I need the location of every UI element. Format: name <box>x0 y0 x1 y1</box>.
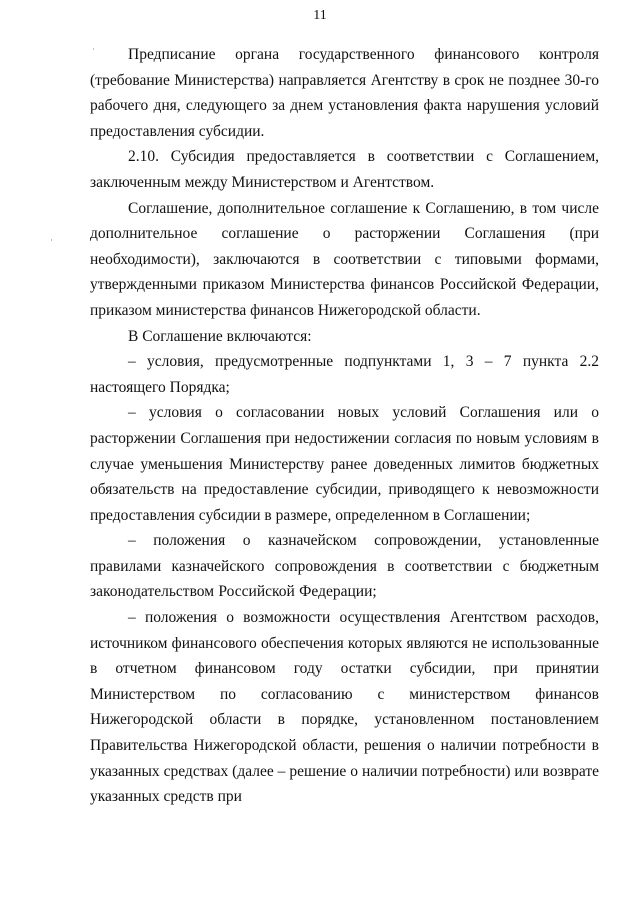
page-number: 11 <box>313 8 327 23</box>
scan-speck <box>51 239 52 241</box>
paragraph-order-deadline: Предписание органа государственного финансового контроля (требование Министерства) направляется Агентству в срок не позднее 30-го рабочего дня, следующего за днем установления факта нарушения условий предоставления субсидии. <box>90 46 599 140</box>
list-item-treasury-support: – положения о казначейском сопровождении, установленные правилами казначейского сопровождения в соответствии с бюджетным законодательством Российской Федерации; <box>90 532 599 601</box>
list-item-unused-balances: – положения о возможности осуществления Агентством расходов, источником финансового обеспечения которых являются не использованные в отчетном финансовом году остатки субсидии, при принятии Министерством по согласованию с министерством финансов Нижегородской области в порядке, установленном постановлением Правительства Нижегородской области, решения о наличии потребности в указанных средствах (далее – решение о наличии потребности) или возврате указанных средств при <box>90 609 599 806</box>
paragraph-2-10-subsidy-agreement: 2.10. Субсидия предоставляется в соответствии с Соглашением, заключенным между Министерством и Агентством. <box>90 148 599 191</box>
list-item-new-conditions: – условия о согласовании новых условий Соглашения или о расторжении Соглашения при недостижении согласия по новым условиям в случае уменьшения Министерству ранее доведенных лимитов бюджетных обязательств на предоставление субсидии, приводящего к невозможности предоставления субсидии в размере, определенном в Соглашении; <box>90 404 599 524</box>
list-item-conditions: – условия, предусмотренные подпунктами 1, 3 – 7 пункта 2.2 настоящего Порядка; <box>90 353 599 396</box>
document-body <box>90 42 599 810</box>
paragraph-agreement-includes: В Соглашение включаются: <box>128 327 312 345</box>
paragraph-agreement-forms: Соглашение, дополнительное соглашение к Соглашению, в том числе дополнительное соглашение о расторжении Соглашения (при необходимости), заключаются в соответствии с типовыми формами, утвержденными приказом Министерства финансов Российской Федерации, приказом министерства финансов Нижегородской области. <box>90 199 599 319</box>
